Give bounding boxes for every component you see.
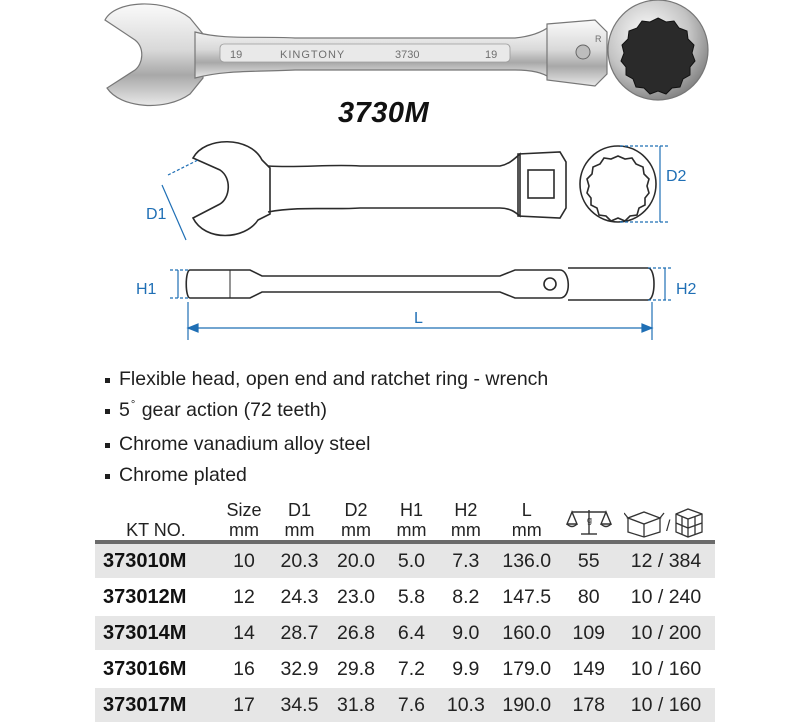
table-header-row xyxy=(95,490,715,542)
table-cell: 55 xyxy=(560,542,617,579)
table-cell: 12 / 384 xyxy=(617,542,715,579)
table-cell: 80 xyxy=(560,579,617,615)
table-cell: 12 xyxy=(217,579,271,615)
ratchet-marking: R xyxy=(595,34,602,44)
table-cell: 20.3 xyxy=(271,542,328,579)
model-title: 3730M xyxy=(338,97,430,129)
table-cell: 28.7 xyxy=(271,615,328,651)
header-packaging xyxy=(617,490,715,542)
table-cell: 29.8 xyxy=(328,651,385,687)
table-cell: 9.9 xyxy=(439,651,493,687)
header-h1: H1 mm xyxy=(384,490,438,542)
table-cell: 17 xyxy=(217,687,271,723)
table-cell: 10 / 200 xyxy=(617,615,715,651)
scale-icon xyxy=(566,504,612,538)
wrench-product-photo xyxy=(95,0,715,110)
table-cell: 31.8 xyxy=(328,687,385,723)
kt-number-cell: 373012M xyxy=(95,579,217,615)
gear-description: gear action (72 teeth) xyxy=(141,399,328,421)
engraving-size-left: 19 xyxy=(230,49,243,61)
table-cell: 10 xyxy=(217,542,271,579)
table-cell: 7.6 xyxy=(384,687,438,723)
dimension-label-h1: H1 xyxy=(136,281,157,298)
table-cell: 178 xyxy=(560,687,617,723)
header-h2: H2 mm xyxy=(439,490,493,542)
table-cell: 24.3 xyxy=(271,579,328,615)
table-cell: 136.0 xyxy=(493,542,560,579)
table-cell: 10 / 160 xyxy=(617,687,715,723)
table-cell: 160.0 xyxy=(493,615,560,651)
degree-symbol: ° xyxy=(130,399,136,411)
table-cell: 32.9 xyxy=(271,651,328,687)
table-row xyxy=(95,542,715,579)
table-cell: 147.5 xyxy=(493,579,560,615)
dimension-label-h2: H2 xyxy=(676,281,697,298)
table-cell: 9.0 xyxy=(439,615,493,651)
kt-number-cell: 373017M xyxy=(95,687,217,723)
dimension-label-d1: D1 xyxy=(146,206,167,223)
header-d2: D2 mm xyxy=(328,490,385,542)
header-size: Size mm xyxy=(217,490,271,542)
header-d1: D1 mm xyxy=(271,490,328,542)
table-cell: 149 xyxy=(560,651,617,687)
dimension-diagram xyxy=(0,130,798,360)
table-cell: 5.0 xyxy=(384,542,438,579)
feature-item: Chrome vanadium alloy steel xyxy=(103,429,548,460)
kt-number-cell: 373014M xyxy=(95,615,217,651)
engraving-brand: KINGTONY xyxy=(280,49,346,61)
table-cell: 16 xyxy=(217,651,271,687)
table-cell: 5.8 xyxy=(384,579,438,615)
header-kt-no: KT NO. xyxy=(95,490,217,542)
table-cell: 179.0 xyxy=(493,651,560,687)
feature-item: Chrome plated xyxy=(103,460,548,491)
table-row xyxy=(95,579,715,615)
carton-box-icon xyxy=(624,504,708,538)
engraving-size-right: 19 xyxy=(485,49,498,61)
table-row xyxy=(95,651,715,687)
dimension-label-d2: D2 xyxy=(666,168,687,185)
header-l: L mm xyxy=(493,490,560,542)
svg-text:g: g xyxy=(586,515,592,525)
table-row xyxy=(95,687,715,723)
table-cell: 7.2 xyxy=(384,651,438,687)
kt-number-cell: 373010M xyxy=(95,542,217,579)
table-cell: 6.4 xyxy=(384,615,438,651)
feature-list xyxy=(103,364,548,491)
table-cell: 8.2 xyxy=(439,579,493,615)
dimension-label-l: L xyxy=(414,310,423,327)
kt-number-cell: 373016M xyxy=(95,651,217,687)
svg-text:/: / xyxy=(666,518,671,535)
table-cell: 190.0 xyxy=(493,687,560,723)
table-cell: 23.0 xyxy=(328,579,385,615)
feature-item-gear xyxy=(103,395,548,429)
spec-table xyxy=(95,490,715,724)
table-cell: 20.0 xyxy=(328,542,385,579)
table-cell: 26.8 xyxy=(328,615,385,651)
gear-value: 5 xyxy=(119,399,130,421)
engraving-code: 3730 xyxy=(395,49,420,61)
header-weight xyxy=(560,490,617,542)
table-cell: 34.5 xyxy=(271,687,328,723)
feature-item: Flexible head, open end and ratchet ring - wrench xyxy=(103,364,548,395)
table-cell: 10.3 xyxy=(439,687,493,723)
table-cell: 14 xyxy=(217,615,271,651)
table-cell: 10 / 160 xyxy=(617,651,715,687)
table-row xyxy=(95,615,715,651)
table-cell: 10 / 240 xyxy=(617,579,715,615)
table-cell: 7.3 xyxy=(439,542,493,579)
table-cell: 109 xyxy=(560,615,617,651)
